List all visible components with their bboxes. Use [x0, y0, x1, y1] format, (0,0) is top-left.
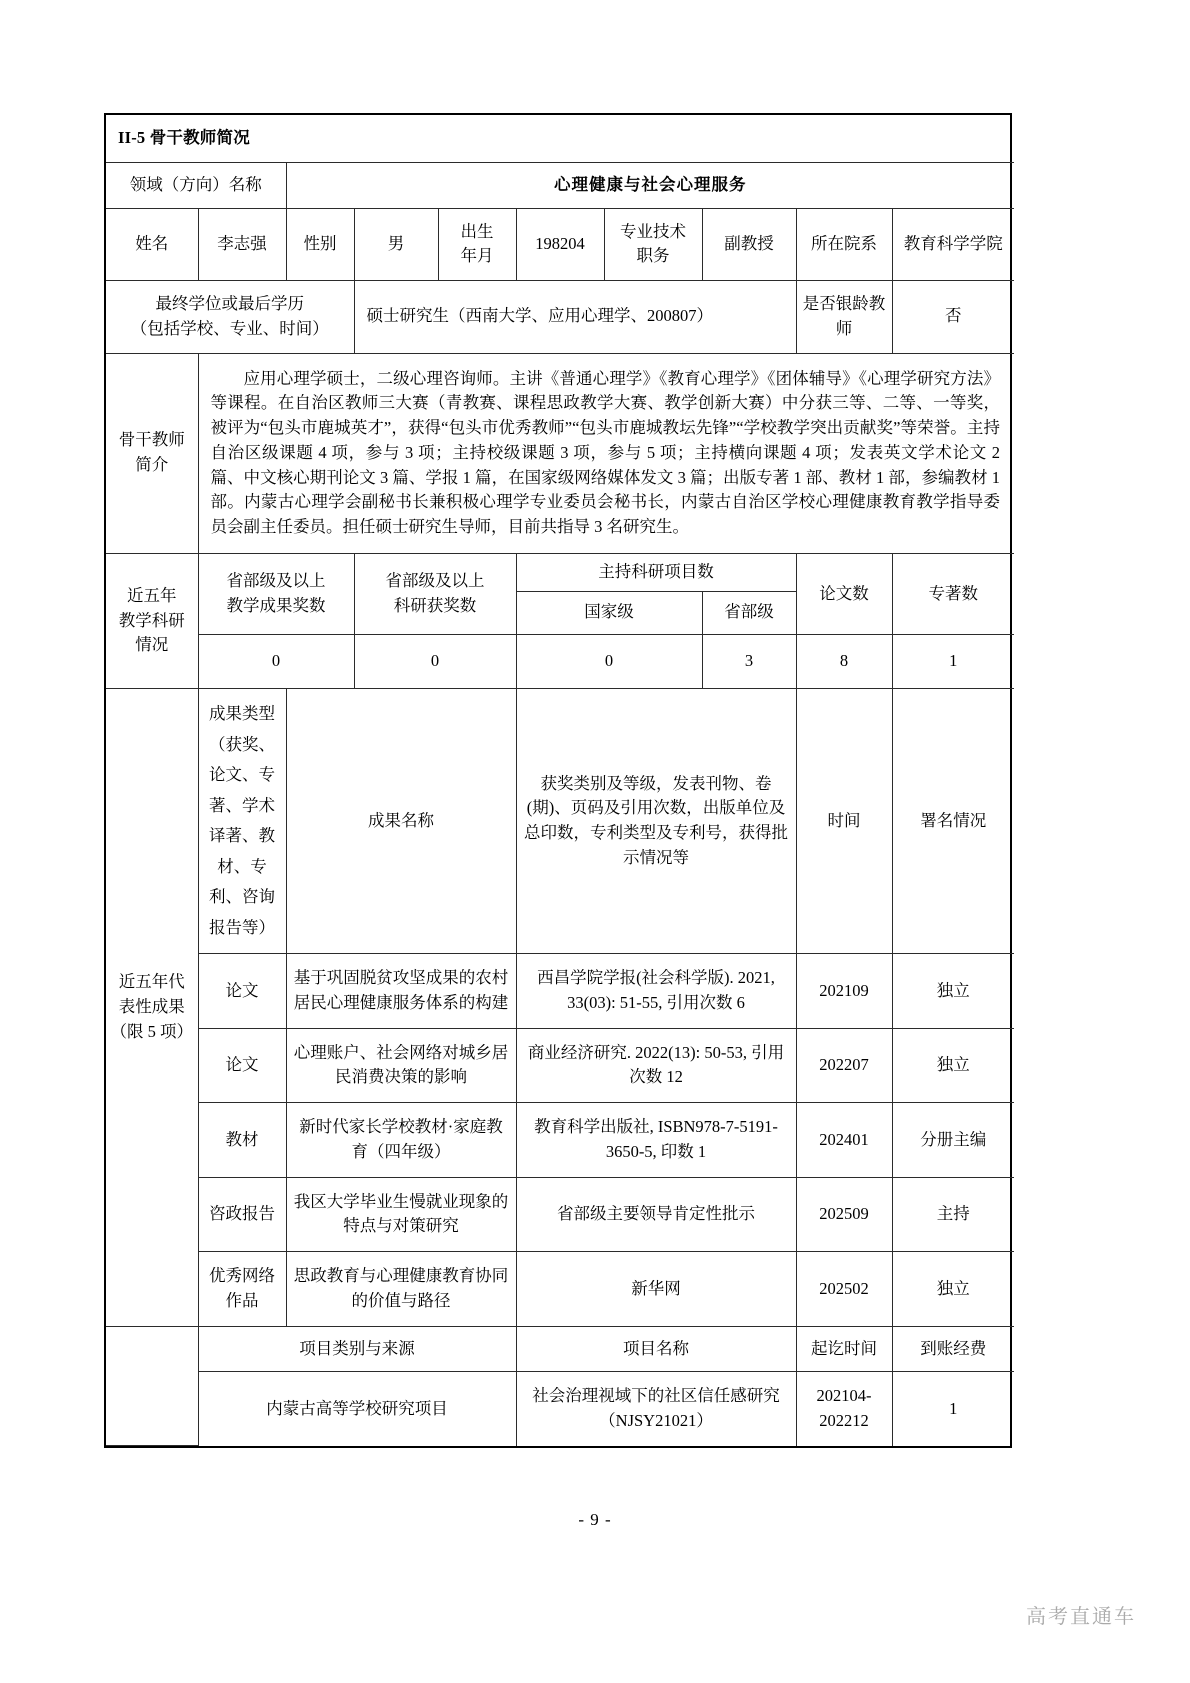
projects-group-header: 主持科研项目数	[516, 553, 796, 591]
projects-national-header: 国家级	[516, 591, 702, 635]
table-row	[106, 1103, 1014, 1178]
achievement-signature: 分册主编	[892, 1103, 1014, 1178]
project-period-line2: 202212	[819, 1411, 869, 1431]
degree-value: 硕士研究生（西南大学、应用心理学、200807）	[354, 281, 796, 354]
achievement-time-header: 时间	[796, 689, 892, 954]
project-funding: 1	[892, 1372, 1014, 1446]
teaching-award-header-line2: 教学成果奖数	[226, 596, 326, 615]
achievement-signature: 独立	[892, 954, 1014, 1029]
projects-national-value: 0	[516, 635, 702, 689]
projects-provincial-value: 3	[702, 635, 796, 689]
bio-text: 应用心理学硕士，二级心理咨询师。主讲《普通心理学》《教育心理学》《团体辅导》《心理学研究方法》等课程。在自治区教师三大赛（青教赛、课程思政教学大赛、教学创新大赛）中分获三等、二等、一等奖，被评为“包头市鹿城英才”，获得“包头市优秀教师”“包头市鹿城教坛先锋”“学校教学突出贡献奖”等荣誉。主持自治区级课题 4 项，参与 3 项；主持校级课题 3 项，参与 5 项；主持横向课题 4 项；发表英文学术论文 2 篇、中文核心期刊论文 3 篇、学报 1 篇，在国家级网络媒体发文 3 篇；出版专著 1 部、教材 1 部，参编教材 1 部。内蒙古心理学会副秘书长兼积极心理学专业委员会秘书长，内蒙古自治区学校心理健康教育教学指导委员会副主任委员。担任硕士研究生导师，目前共指导 3 名研究生。	[198, 353, 1014, 553]
profile-grid	[106, 115, 1014, 1446]
monographs-value: 1	[892, 635, 1014, 689]
project-name	[516, 1372, 796, 1446]
professional-title-label	[604, 208, 702, 281]
achievements-side-label-line3: （限 5 项）	[110, 1021, 193, 1041]
birth-label-line2: 年月	[460, 246, 494, 266]
bio-label	[106, 353, 198, 553]
birth-label	[438, 208, 516, 281]
achievement-detail: 省部级主要领导肯定性批示	[516, 1177, 796, 1252]
monographs-header: 专著数	[892, 553, 1014, 635]
projects-provincial-header: 省部级	[702, 591, 796, 635]
research-award-header-line2: 科研获奖数	[393, 596, 477, 615]
stats-values-row	[106, 635, 1014, 689]
name-label: 姓名	[106, 208, 198, 281]
stats-header-row	[106, 553, 1014, 591]
achievements-header-row	[106, 689, 1014, 954]
achievement-signature: 主持	[892, 1177, 1014, 1252]
projects-header-row	[106, 1326, 1014, 1372]
achievement-detail: 教育科学出版社, ISBN978-7-5191-3650-5, 印数 1	[516, 1103, 796, 1178]
field-row	[106, 162, 1014, 208]
achievement-name: 思政教育与心理健康教育协同的价值与路径	[286, 1252, 516, 1327]
professional-title-value: 副教授	[702, 208, 796, 281]
department-value: 教育科学学院	[892, 208, 1014, 281]
stats-side-label-line3: 情况	[135, 635, 169, 655]
table-row	[106, 1372, 1014, 1446]
project-name-line2: （NJSY21021）	[599, 1411, 713, 1431]
teacher-profile-table	[104, 113, 1012, 1448]
achievement-name: 我区大学毕业生慢就业现象的特点与对策研究	[286, 1177, 516, 1252]
professional-title-label-line1: 专业技术	[620, 221, 686, 241]
achievements-side-label-line1: 近五年代	[118, 972, 185, 992]
degree-row	[106, 281, 1014, 354]
professional-title-label-line2: 职务	[636, 246, 670, 266]
achievement-time: 202109	[796, 954, 892, 1029]
research-award-header	[354, 553, 516, 635]
section-title-row	[106, 115, 1014, 162]
degree-label-line1: 最终学位或最后学历	[155, 294, 304, 313]
senior-teacher-value: 否	[892, 281, 1014, 354]
table-row	[106, 1177, 1014, 1252]
name-value: 李志强	[198, 208, 286, 281]
research-award-value: 0	[354, 635, 516, 689]
degree-label-line2: （包括学校、专业、时间）	[130, 318, 329, 338]
achievements-side-label-line2: 表性成果	[118, 996, 185, 1016]
achievement-detail: 西昌学院学报(社会科学版). 2021, 33(03): 51-55, 引用次数 6	[516, 954, 796, 1029]
project-category-header: 项目类别与来源	[198, 1326, 516, 1372]
achievement-detail-header: 获奖类别及等级，发表刊物、卷(期)、页码及引用次数，出版单位及总印数，专利类型及专利号，获得批示情况等	[516, 689, 796, 954]
achievement-type: 咨政报告	[198, 1177, 286, 1252]
bio-label-line2: 简介	[135, 455, 169, 475]
project-period-header: 起讫时间	[796, 1326, 892, 1372]
birth-value: 198204	[516, 208, 604, 281]
achievement-detail: 商业经济研究. 2022(13): 50-53, 引用次数 12	[516, 1028, 796, 1103]
page-number: - 9 -	[578, 1510, 612, 1529]
project-period	[796, 1372, 892, 1446]
teaching-award-header	[198, 553, 354, 635]
teaching-award-header-line1: 省部级及以上	[226, 571, 326, 591]
achievement-name: 心理账户、社会网络对城乡居民消费决策的影响	[286, 1028, 516, 1103]
research-award-header-line1: 省部级及以上	[385, 571, 485, 591]
project-period-line1: 202104-	[816, 1386, 872, 1406]
achievement-signature: 独立	[892, 1028, 1014, 1103]
papers-value: 8	[796, 635, 892, 689]
achievement-signature-header: 署名情况	[892, 689, 1014, 954]
table-row	[106, 1028, 1014, 1103]
achievement-type: 教材	[198, 1103, 286, 1178]
papers-header: 论文数	[796, 553, 892, 635]
project-name-line1: 社会治理视域下的社区信任感研究	[532, 1386, 780, 1406]
gender-value: 男	[354, 208, 438, 281]
section-title: II-5 骨干教师简况	[106, 115, 1014, 162]
field-value: 心理健康与社会心理服务	[286, 162, 1014, 208]
basic-info-row	[106, 208, 1014, 281]
project-funding-header: 到账经费	[892, 1326, 1014, 1372]
stats-side-label	[106, 553, 198, 688]
table-row	[106, 1252, 1014, 1327]
gender-label: 性别	[286, 208, 354, 281]
stats-side-label-line2: 教学科研	[118, 610, 185, 630]
table-row	[106, 954, 1014, 1029]
birth-label-line1: 出生	[460, 221, 494, 241]
watermark: 高考直通车	[1026, 1606, 1136, 1628]
field-label: 领域（方向）名称	[106, 162, 286, 208]
achievement-type: 优秀网络作品	[198, 1252, 286, 1327]
achievement-type: 论文	[198, 954, 286, 1029]
stats-side-label-line1: 近五年	[127, 585, 177, 605]
achievement-time: 202401	[796, 1103, 892, 1178]
achievement-detail: 新华网	[516, 1252, 796, 1327]
bio-label-line1: 骨干教师	[118, 430, 185, 450]
achievement-name: 新时代家长学校教材·家庭教育（四年级）	[286, 1103, 516, 1178]
degree-label	[106, 281, 354, 354]
department-label: 所在院系	[796, 208, 892, 281]
projects-side-label	[106, 1326, 198, 1446]
project-category: 内蒙古高等学校研究项目	[198, 1372, 516, 1446]
achievement-name: 基于巩固脱贫攻坚成果的农村居民心理健康服务体系的构建	[286, 954, 516, 1029]
achievements-side-label	[106, 689, 198, 1327]
teaching-award-value: 0	[198, 635, 354, 689]
achievement-time: 202502	[796, 1252, 892, 1327]
achievement-type: 论文	[198, 1028, 286, 1103]
achievement-type-header: 成果类型（获奖、论文、专著、学术译著、教材、专利、咨询报告等）	[198, 689, 286, 954]
achievement-time: 202509	[796, 1177, 892, 1252]
bio-row	[106, 353, 1014, 553]
project-name-header: 项目名称	[516, 1326, 796, 1372]
senior-teacher-label: 是否银龄教师	[796, 281, 892, 354]
achievement-time: 202207	[796, 1028, 892, 1103]
achievement-signature: 独立	[892, 1252, 1014, 1327]
achievement-name-header: 成果名称	[286, 689, 516, 954]
